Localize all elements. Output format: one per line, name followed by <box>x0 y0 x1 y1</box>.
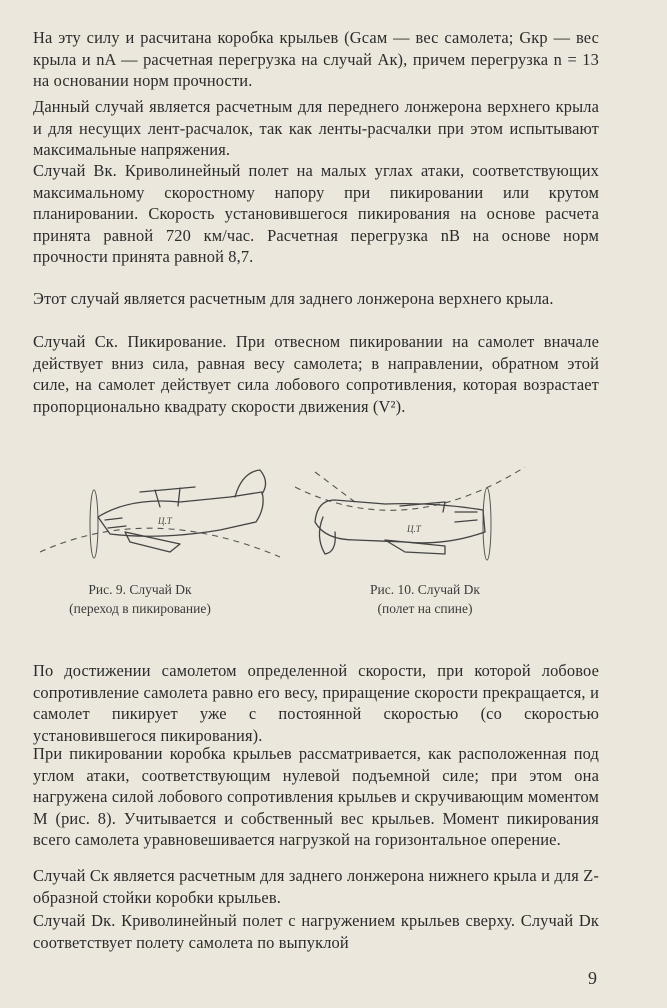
figure-10 <box>295 462 535 577</box>
paragraph-7: При пикировании коробка крыльев рассматривается, как расположенная под углом атаки, соответствующим нулевой подъемной силе; при этом она нагружена силой лобового сопротивления крыльев и скручивающим моментом M (рис. 8). Учитывается и собственный вес крыльев. Момент пикирования всего самолета уравновешивается нагрузкой на горизонтальное оперение. <box>33 744 599 849</box>
tail-fin <box>319 517 335 554</box>
figure-10-caption <box>330 580 520 618</box>
figure-9-caption-title: Рис. 9. Случай Dк <box>88 582 192 597</box>
figure-9-caption-note: (переход в пикирование) <box>69 601 211 616</box>
paragraph-3: Случай Bк. Криволинейный полет на малых углах атаки, соответствующих максимальному скоростному напору при пикировании или крутом планировании. Скорость установившегося пикирования на основе расчета принята равной 720 км/час. Расчетная перегрузка nB на основе норм прочности принята равной 8,7. <box>33 161 599 266</box>
paragraph-4: Этот случай является расчетным для заднего лонжерона верхнего крыла. <box>33 289 554 308</box>
figure-9 <box>30 462 300 577</box>
engine-lines <box>105 518 126 528</box>
propeller-disc <box>90 490 98 558</box>
figure-10-caption-note: (полет на спине) <box>377 601 473 616</box>
flight-path-tail <box>315 472 355 502</box>
tail-fin <box>235 470 266 497</box>
paragraph-5: Случай Cк. Пикирование. При отвесном пикировании на самолет вначале действует вниз сила, равная весу самолета; в направлении, обратном этой силе, на самолет действует сила лобового сопротивления, которая возрастает пропорционально квадрату скорости движения (V²). <box>33 332 599 416</box>
figure-10-caption-title: Рис. 10. Случай Dк <box>370 582 480 597</box>
upper-wing <box>140 487 195 507</box>
paragraph-9: Случай Dк. Криволинейный полет с нагружением крыльев сверху. Случай Dк соответствует полету самолета по выпуклой <box>33 911 599 952</box>
cg-label: Ц.Т <box>407 524 421 534</box>
page-number: 9 <box>588 968 597 988</box>
figure-10-drawing <box>295 462 535 572</box>
paragraph-8: Случай Cк является расчетным для заднего лонжерона нижнего крыла и для Z-образной стойки коробки крыльев. <box>33 866 599 907</box>
flight-path-line <box>40 528 280 557</box>
figure-9-drawing <box>30 462 300 572</box>
paragraph-1: На эту силу и расчитана коробка крыльев (Gсам — вес самолета; Gкр — вес крыла и nA — расчетная перегрузка на случай Aк), причем перегрузка n = 13 на основании норм прочности. <box>33 28 599 90</box>
paragraph-2: Данный случай является расчетным для переднего лонжерона верхнего крыла и для несущих лент-расчалок, так как ленты-расчалки при этом испытывают максимальные напряжения. <box>33 97 599 159</box>
figure-9-caption <box>30 580 250 618</box>
paragraph-6: По достижении самолетом определенной скорости, при которой лобовое сопротивление самолета равно его весу, приращение скорости прекращается, и самолет пикирует уже с постоянной скоростью (со скоростью установившегося пикирования). <box>33 661 599 745</box>
cg-label: Ц.Т <box>158 516 172 526</box>
